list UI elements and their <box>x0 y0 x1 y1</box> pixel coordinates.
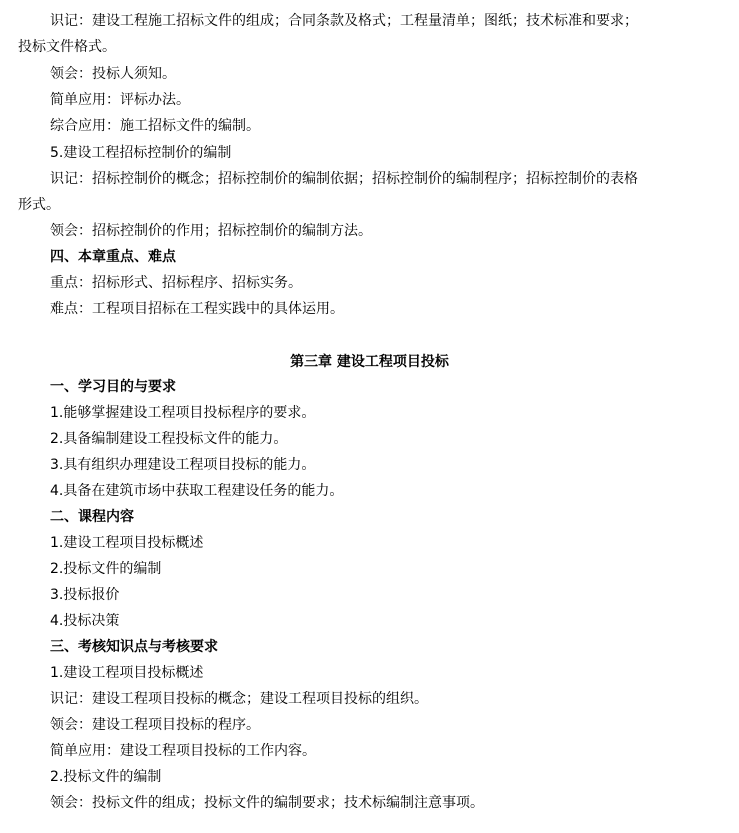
text-line: 领会：投标文件的组成；投标文件的编制要求；技术标编制注意事项。 <box>50 795 484 811</box>
section-item: 5.建设工程招标控制价的编制 <box>50 145 232 161</box>
section-item: 2.投标文件的编制 <box>50 769 162 785</box>
text-line: 领会：招标控制价的作用；招标控制价的编制方法。 <box>50 223 372 239</box>
list-item: 4.具备在建筑市场中获取工程建设任务的能力。 <box>50 483 344 499</box>
chapter-title: 第三章 建设工程项目投标 <box>290 354 449 370</box>
text-line: 形式。 <box>18 197 60 213</box>
list-item: 2.投标文件的编制 <box>50 561 162 577</box>
section-heading: 四、本章重点、难点 <box>50 249 176 265</box>
text-line: 识记：建设工程项目投标的概念；建设工程项目投标的组织。 <box>50 691 428 707</box>
list-item: 1.建设工程项目投标概述 <box>50 535 204 551</box>
section-heading: 二、课程内容 <box>50 509 134 525</box>
list-item: 2.具备编制建设工程投标文件的能力。 <box>50 431 288 447</box>
text-line: 领会：投标人须知。 <box>50 66 176 82</box>
text-line: 简单应用：评标办法。 <box>50 92 190 108</box>
list-item: 4.投标决策 <box>50 613 120 629</box>
text-line: 简单应用：建设工程项目投标的工作内容。 <box>50 743 316 759</box>
section-item: 1.建设工程项目投标概述 <box>50 665 204 681</box>
text-line: 综合应用：施工招标文件的编制。 <box>50 118 260 134</box>
text-line: 投标文件格式。 <box>18 39 116 55</box>
text-line: 难点：工程项目招标在工程实践中的具体运用。 <box>50 301 344 317</box>
section-heading: 三、考核知识点与考核要求 <box>50 639 218 655</box>
text-line: 重点：招标形式、招标程序、招标实务。 <box>50 275 302 291</box>
section-heading: 一、学习目的与要求 <box>50 379 176 395</box>
text-line: 识记：建设工程施工招标文件的组成；合同条款及格式；工程量清单；图纸；技术标准和要求； <box>50 13 638 29</box>
list-item: 3.投标报价 <box>50 587 120 603</box>
list-item: 1.能够掌握建设工程项目投标程序的要求。 <box>50 405 316 421</box>
list-item: 3.具有组织办理建设工程项目投标的能力。 <box>50 457 316 473</box>
text-line: 识记：招标控制价的概念；招标控制价的编制依据；招标控制价的编制程序；招标控制价的表格 <box>50 171 638 187</box>
text-line: 领会：建设工程项目投标的程序。 <box>50 717 260 733</box>
